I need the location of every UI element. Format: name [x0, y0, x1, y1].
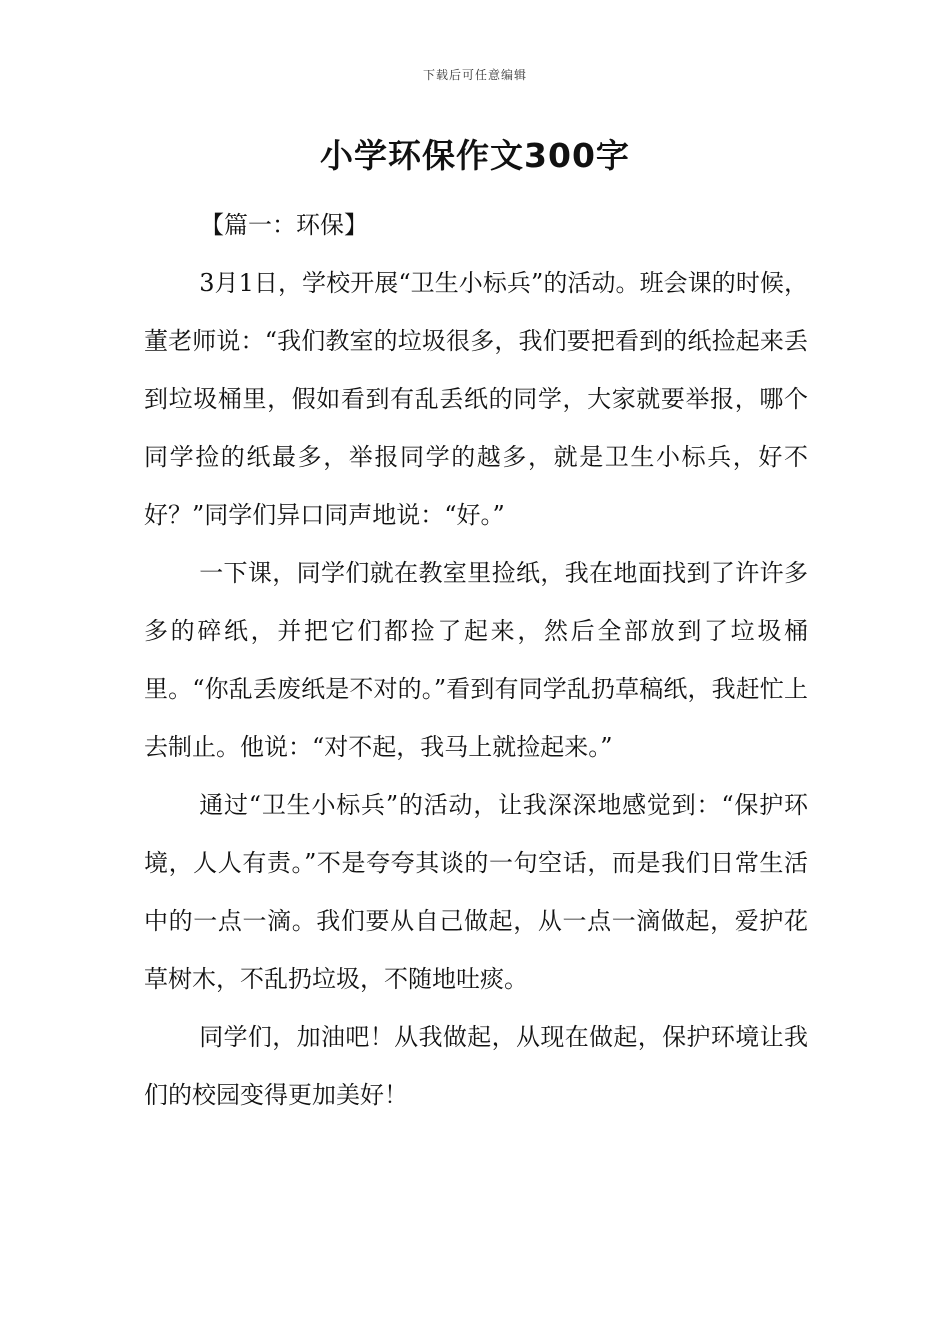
- document-title: 小学环保作文300字: [320, 136, 630, 175]
- paragraph-1: 3月1日，学校开展“卫生小标兵”的活动。班会课的时候，董老师说：“我们教室的垃圾很多，我们要把看到的纸捡起来丢到垃圾桶里，假如看到有乱丢纸的同学，大家就要举报，哪个同学捡的纸最多，举报同学的越多，就是卫生小标兵，好不好？”同学们异口同声地说：“好。”: [144, 269, 808, 529]
- paragraph-2: 一下课，同学们就在教室里捡纸，我在地面找到了许许多多的碎纸，并把它们都捡了起来，然后全部放到了垃圾桶里。“你乱丢废纸是不对的。”看到有同学乱扔草稿纸，我赶忙上去制止。他说：“对不起，我马上就捡起来。”: [144, 559, 808, 761]
- paragraph-3: 通过“卫生小标兵”的活动，让我深深地感觉到：“保护环境，人人有责。”不是夸夸其谈的一句空话，而是我们日常生活中的一点一滴。我们要从自己做起，从一点一滴做起，爱护花草树木，不乱扔垃圾，不随地吐痰。: [144, 791, 808, 993]
- header-note: 下载后可任意编辑: [422, 68, 527, 82]
- section-heading: 【篇一：环保】: [200, 211, 368, 239]
- document-body: [144, 196, 808, 1124]
- paragraph-4: 同学们，加油吧！从我做起，从现在做起，保护环境让我们的校园变得更加美好！: [144, 1023, 808, 1109]
